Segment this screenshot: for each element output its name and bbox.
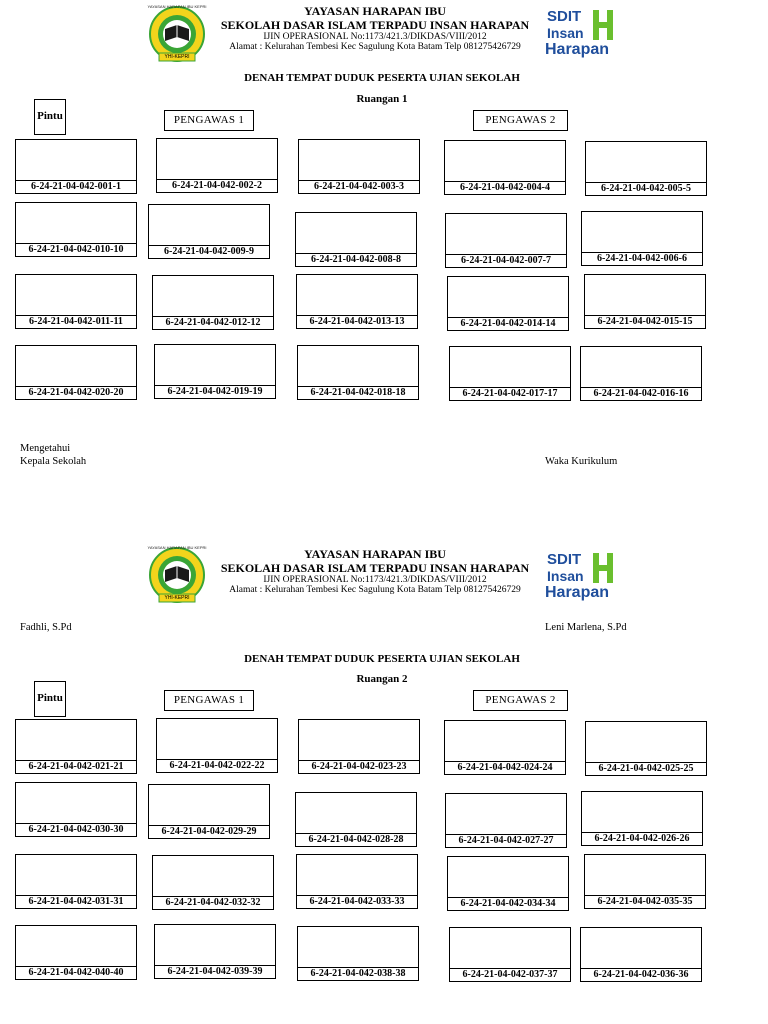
principal-name: Fadhli, S.Pd (20, 622, 72, 633)
foundation-name: YAYASAN HARAPAN IBU (304, 4, 446, 18)
seat-desk (580, 346, 702, 401)
school-name: SEKOLAH DASAR ISLAM TERPADU INSAN HARAPAN (220, 561, 530, 575)
logo-harapan-text: Harapan (545, 584, 610, 601)
seat-desk (581, 211, 703, 266)
seat-desk (152, 275, 274, 330)
seat-desk (154, 344, 276, 399)
seat-desk (296, 274, 418, 329)
foundation-logo (147, 546, 207, 606)
seat-number: 6-24-21-04-042-026-26 (582, 832, 702, 845)
seat-desk (15, 782, 137, 837)
page-title-1: DENAH TEMPAT DUDUK PESERTA UJIAN SEKOLAH (244, 72, 520, 84)
seat-number: 6-24-21-04-042-010-10 (16, 243, 136, 256)
seat-desk (15, 202, 137, 257)
logo-sdit-text: SDIT (547, 8, 582, 25)
logo-insan-text: Insan (547, 25, 584, 41)
seat-number: 6-24-21-04-042-038-38 (298, 967, 418, 980)
seat-desk (584, 274, 706, 329)
seat-desk (585, 141, 707, 196)
seat-number: 6-24-21-04-042-017-17 (450, 387, 570, 400)
seat-number: 6-24-21-04-042-029-29 (149, 825, 269, 838)
room-name-2: Ruangan 2 (356, 673, 408, 685)
seat-number: 6-24-21-04-042-032-32 (153, 896, 273, 909)
seat-number: 6-24-21-04-042-009-9 (149, 245, 269, 258)
seat-number: 6-24-21-04-042-022-22 (157, 759, 277, 772)
curriculum-title: Waka Kurikulum (545, 456, 618, 467)
seat-desk (444, 140, 566, 195)
seat-desk (295, 212, 417, 267)
seat-number: 6-24-21-04-042-023-23 (299, 760, 419, 773)
logo-ribbon-text: YHI-KEPRI (164, 595, 190, 601)
seat-desk (295, 792, 417, 847)
seat-desk (148, 204, 270, 259)
seat-desk (449, 346, 571, 401)
seat-desk (15, 345, 137, 400)
principal-title: Kepala Sekolah (20, 456, 87, 467)
page-title-2: DENAH TEMPAT DUDUK PESERTA UJIAN SEKOLAH (244, 653, 520, 665)
seat-number: 6-24-21-04-042-002-2 (157, 179, 277, 192)
seat-desk (580, 927, 702, 982)
seat-desk (298, 139, 420, 194)
seat-number: 6-24-21-04-042-012-12 (153, 316, 273, 329)
seat-number: 6-24-21-04-042-013-13 (297, 315, 417, 328)
seat-number: 6-24-21-04-042-006-6 (582, 252, 702, 265)
seat-desk (154, 924, 276, 979)
seat-number: 6-24-21-04-042-024-24 (445, 761, 565, 774)
logo-sdit-text: SDIT (547, 551, 582, 568)
seat-desk (447, 856, 569, 911)
seat-desk (297, 345, 419, 400)
seat-number: 6-24-21-04-042-007-7 (446, 254, 566, 267)
seat-number: 6-24-21-04-042-018-18 (298, 386, 418, 399)
seat-desk (152, 855, 274, 910)
seat-desk (156, 718, 278, 773)
seat-desk (15, 854, 137, 909)
permit-number: IJIN OPERASIONAL No:1173/421.3/DIKDAS/VIII/2012 (263, 575, 487, 585)
logo-insan-text: Insan (547, 568, 584, 584)
seat-desk (445, 793, 567, 848)
seat-desk (584, 854, 706, 909)
seat-desk (445, 213, 567, 268)
seat-desk (156, 138, 278, 193)
logo-ring-text: YAYASAN HARAPAN IBU KEPRI (147, 545, 207, 550)
seat-number: 6-24-21-04-042-025-25 (586, 762, 706, 775)
seat-number: 6-24-21-04-042-004-4 (445, 181, 565, 194)
proctor-1-label-room-1: PENGAWAS 1 (164, 110, 254, 131)
seat-desk (298, 719, 420, 774)
seat-desk (444, 720, 566, 775)
school-name: SEKOLAH DASAR ISLAM TERPADU INSAN HARAPAN (220, 18, 530, 32)
seat-number: 6-24-21-04-042-015-15 (585, 315, 705, 328)
seat-desk (297, 926, 419, 981)
seat-number: 6-24-21-04-042-030-30 (16, 823, 136, 836)
seat-number: 6-24-21-04-042-011-11 (16, 315, 136, 328)
logo-ribbon-text: YHI-KEPRI (164, 54, 190, 60)
seat-desk (15, 274, 137, 329)
seat-desk (449, 927, 571, 982)
proctor-2-label-room-2: PENGAWAS 2 (473, 690, 568, 711)
sdit-logo (545, 551, 617, 605)
acknowledged-label: Mengetahui (20, 443, 71, 454)
seat-desk (15, 925, 137, 980)
curriculum-name: Leni Marlena, S.Pd (545, 622, 627, 633)
seat-number: 6-24-21-04-042-040-40 (16, 966, 136, 979)
seat-number: 6-24-21-04-042-036-36 (581, 968, 701, 981)
seat-number: 6-24-21-04-042-031-31 (16, 895, 136, 908)
seat-number: 6-24-21-04-042-019-19 (155, 385, 275, 398)
seat-number: 6-24-21-04-042-027-27 (446, 834, 566, 847)
proctor-1-label-room-2: PENGAWAS 1 (164, 690, 254, 711)
seat-desk (296, 854, 418, 909)
seat-desk (148, 784, 270, 839)
logo-harapan-text: Harapan (545, 41, 610, 58)
seat-number: 6-24-21-04-042-014-14 (448, 317, 568, 330)
seat-desk (581, 791, 703, 846)
foundation-name: YAYASAN HARAPAN IBU (304, 547, 446, 561)
door-label-2: Pintu (34, 681, 66, 717)
seat-desk (15, 139, 137, 194)
seat-number: 6-24-21-04-042-008-8 (296, 253, 416, 266)
seat-number: 6-24-21-04-042-033-33 (297, 895, 417, 908)
foundation-logo (147, 5, 207, 65)
seat-desk (447, 276, 569, 331)
seat-desk (15, 719, 137, 774)
seat-number: 6-24-21-04-042-005-5 (586, 182, 706, 195)
seat-number: 6-24-21-04-042-035-35 (585, 895, 705, 908)
seat-number: 6-24-21-04-042-028-28 (296, 833, 416, 846)
room-name-1: Ruangan 1 (356, 93, 408, 105)
door-label-1: Pintu (34, 99, 66, 135)
logo-ring-text: YAYASAN HARAPAN IBU KEPRI (147, 4, 207, 9)
proctor-2-label-room-1: PENGAWAS 2 (473, 110, 568, 131)
seat-number: 6-24-21-04-042-001-1 (16, 180, 136, 193)
seat-number: 6-24-21-04-042-039-39 (155, 965, 275, 978)
seat-number: 6-24-21-04-042-021-21 (16, 760, 136, 773)
seat-number: 6-24-21-04-042-016-16 (581, 387, 701, 400)
seat-number: 6-24-21-04-042-037-37 (450, 968, 570, 981)
seat-number: 6-24-21-04-042-003-3 (299, 180, 419, 193)
seat-number: 6-24-21-04-042-020-20 (16, 386, 136, 399)
sdit-logo (545, 8, 617, 62)
seat-number: 6-24-21-04-042-034-34 (448, 897, 568, 910)
seat-desk (585, 721, 707, 776)
permit-number: IJIN OPERASIONAL No:1173/421.3/DIKDAS/VIII/2012 (263, 32, 487, 42)
school-address: Alamat : Kelurahan Tembesi Kec Sagulung Kota Batam Telp 081275426729 (229, 42, 521, 52)
school-address: Alamat : Kelurahan Tembesi Kec Sagulung Kota Batam Telp 081275426729 (229, 585, 521, 595)
